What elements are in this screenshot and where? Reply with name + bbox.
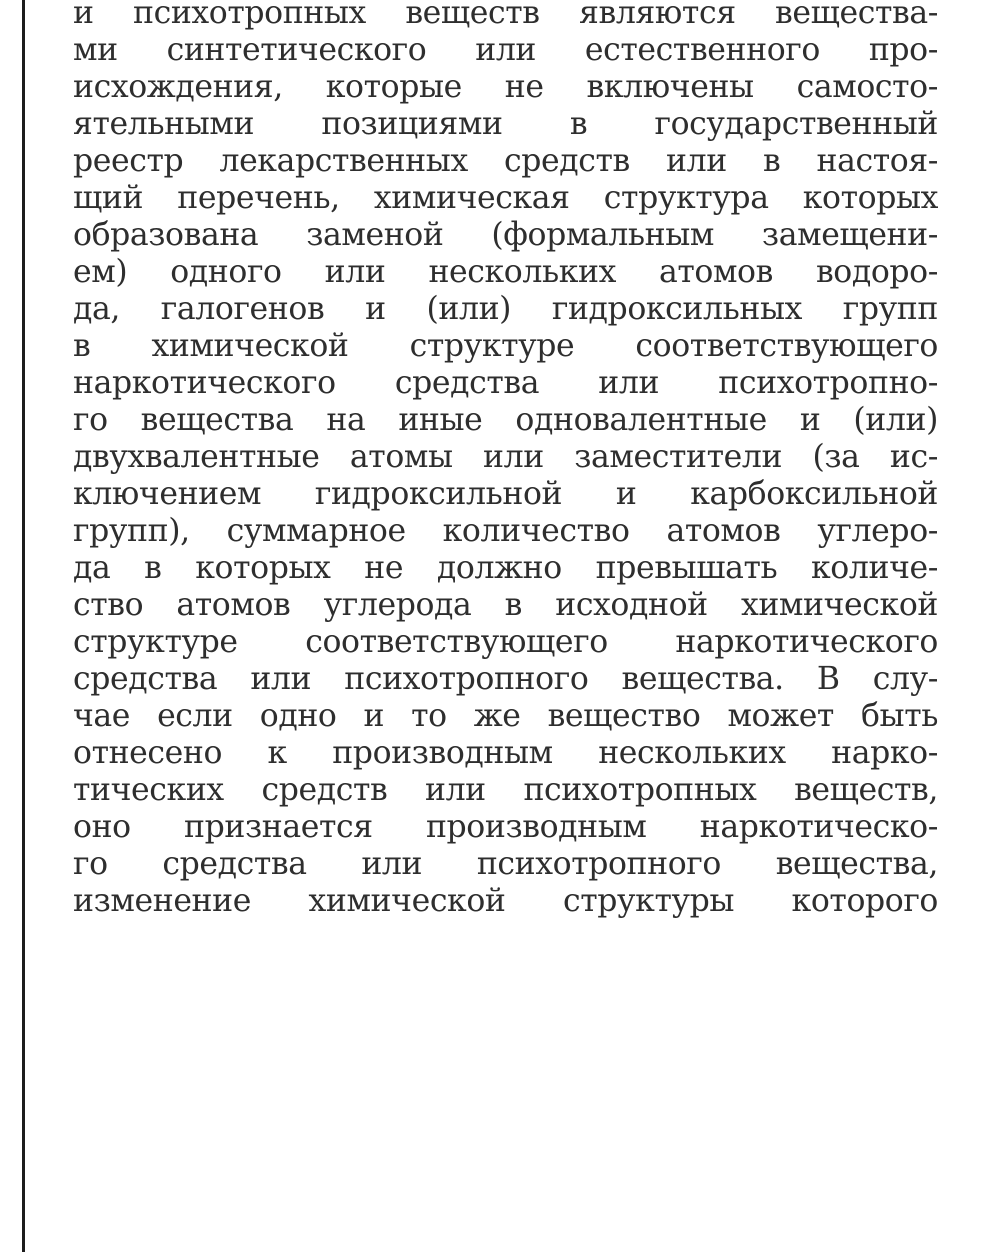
text-line: тических средств или психотропных веществ,: [73, 772, 938, 808]
text-line: ем) одного или нескольких атомов водоро-: [73, 254, 938, 290]
text-line: щий перечень, химическая структура которых: [73, 180, 938, 216]
text-line: двухвалентные атомы или заместители (за ис-: [73, 439, 938, 475]
text-line: образована заменой (формальным замещени-: [73, 217, 938, 253]
text-line: наркотического средства или психотропно-: [73, 365, 938, 401]
text-line: да в которых не должно превышать количе-: [73, 550, 938, 586]
text-line: ятельными позициями в государственный: [73, 106, 938, 142]
text-line: ми синтетического или естественного про-: [73, 32, 938, 68]
text-line: чае если одно и то же вещество может быть: [73, 698, 938, 734]
text-line: средства или психотропного вещества. В слу-: [73, 661, 938, 697]
text-line: оно признается производным наркотическо-: [73, 809, 938, 845]
text-line: групп), суммарное количество атомов углеро-: [73, 513, 938, 549]
text-line: отнесено к производным нескольких нарко-: [73, 735, 938, 771]
text-line: ключением гидроксильной и карбоксильной: [73, 476, 938, 512]
text-line: да, галогенов и (или) гидроксильных групп: [73, 291, 938, 327]
left-margin-rule: [22, 0, 25, 1252]
text-line: в химической структуре соответствующего: [73, 328, 938, 364]
text-line: изменение химической структуры которого: [73, 883, 938, 919]
text-line: ство атомов углерода в исходной химической: [73, 587, 938, 623]
text-line: исхождения, которые не включены самосто-: [73, 69, 938, 105]
text-line: го средства или психотропного вещества,: [73, 846, 938, 882]
text-line: го вещества на иные одновалентные и (или): [73, 402, 938, 438]
text-line: и психотропных веществ являются вещества-: [73, 0, 938, 31]
body-text: [73, 0, 938, 926]
text-line: структуре соответствующего наркотического: [73, 624, 938, 660]
text-line: реестр лекарственных средств или в настоя-: [73, 143, 938, 179]
